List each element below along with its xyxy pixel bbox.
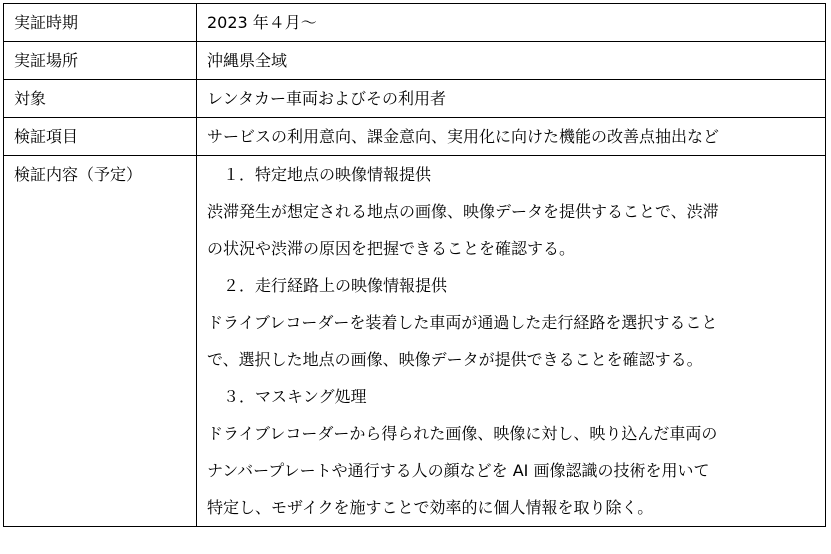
content-text-line: の状況や渋滞の原因を把握できることを確認する。	[207, 239, 576, 258]
content-text-line: ドライブレコーダーから得られた画像、映像に対し、映り込んだ車両の	[207, 424, 718, 443]
content-text-line: で、選択した地点の画像、映像データが提供できることを確認する。	[207, 350, 703, 369]
table-row-content	[4, 156, 826, 527]
content-text-line: 渋滞発生が想定される地点の画像、映像データを提供することで、渋滞	[207, 202, 719, 221]
content-heading-3: ３．マスキング処理	[207, 387, 367, 406]
row-label-location: 実証場所	[4, 42, 197, 80]
table-row-location	[4, 42, 826, 80]
row-value-content	[197, 156, 826, 527]
content-heading-1: １．特定地点の映像情報提供	[207, 165, 432, 184]
content-text-line: ドライブレコーダーを装着した車両が通過した走行経路を選択すること	[207, 313, 718, 332]
verification-table	[3, 3, 826, 527]
row-label-period: 実証時期	[4, 4, 197, 42]
content-text-line: 特定し、モザイクを施すことで効率的に個人情報を取り除く。	[207, 498, 654, 517]
row-value-location: 沖縄県全域	[197, 42, 826, 80]
row-value-items: サービスの利用意向、課金意向、実用化に向けた機能の改善点抽出など	[197, 118, 826, 156]
row-value-target: レンタカー車両およびその利用者	[197, 80, 826, 118]
content-text-line: ナンバープレートや通行する人の顔などを AI 画像認識の技術を用いて	[207, 461, 710, 480]
table-row-items	[4, 118, 826, 156]
row-label-items: 検証項目	[4, 118, 197, 156]
row-label-target: 対象	[4, 80, 197, 118]
row-value-period: 2023 年４月～	[197, 4, 826, 42]
table-row-target	[4, 80, 826, 118]
content-heading-2: ２．走行経路上の映像情報提供	[207, 276, 448, 295]
table-row-period	[4, 4, 826, 42]
row-label-content: 検証内容（予定）	[4, 156, 197, 527]
